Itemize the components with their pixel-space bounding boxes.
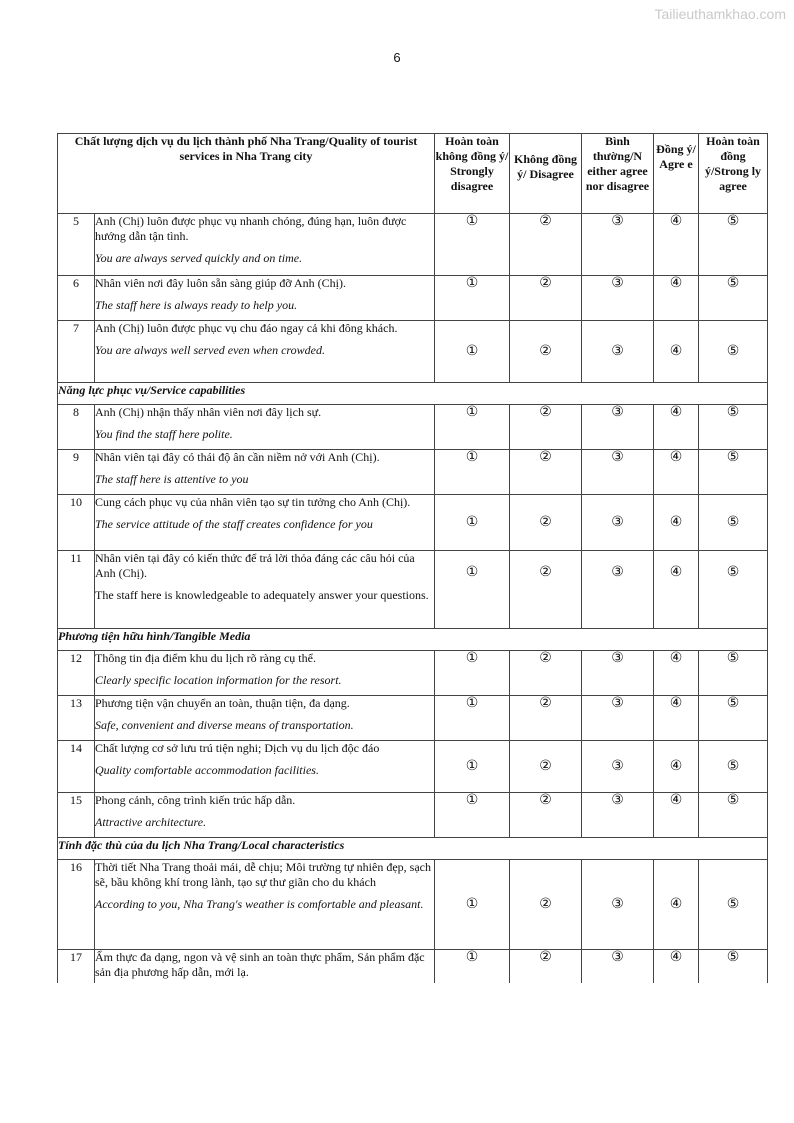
likert-option-3[interactable]: ③: [582, 214, 654, 276]
likert-option-4[interactable]: ④: [654, 551, 699, 629]
statement-vietnamese: Cung cách phục vụ của nhân viên tạo sự tin tưởng cho Anh (Chị).: [95, 495, 411, 509]
likert-option-4[interactable]: ④: [654, 793, 699, 838]
statement-english: You find the staff here polite.: [95, 427, 233, 441]
likert-option-4[interactable]: ④: [654, 860, 699, 950]
likert-option-1[interactable]: ①: [435, 495, 510, 551]
likert-option-4[interactable]: ④: [654, 741, 699, 793]
likert-option-4[interactable]: ④: [654, 321, 699, 383]
statement-english: Clearly specific location information for the resort.: [95, 673, 342, 687]
likert-option-3[interactable]: ③: [582, 405, 654, 450]
question-statement: [95, 741, 435, 793]
statement-english: The staff here is attentive to you: [95, 472, 249, 486]
question-number: 12: [58, 651, 95, 696]
likert-option-2[interactable]: ②: [510, 696, 582, 741]
likert-option-1[interactable]: ①: [435, 551, 510, 629]
question-statement: [95, 651, 435, 696]
likert-option-5[interactable]: ⑤: [699, 276, 768, 321]
section-title: Năng lực phục vụ/Service capabilities: [58, 383, 768, 405]
likert-option-2[interactable]: ②: [510, 450, 582, 495]
likert-option-1[interactable]: ①: [435, 741, 510, 793]
likert-option-5[interactable]: ⑤: [699, 950, 768, 983]
likert-option-3[interactable]: ③: [582, 495, 654, 551]
watermark: Tailieuthamkhao.com: [654, 6, 786, 22]
question-row: [58, 214, 768, 276]
question-number: 13: [58, 696, 95, 741]
statement-english: The service attitude of the staff creates confidence for you: [95, 517, 373, 531]
statement-english: You are always well served even when crowded.: [95, 343, 325, 357]
question-row: [58, 405, 768, 450]
question-row: [58, 651, 768, 696]
page-number: 6: [393, 50, 401, 65]
likert-option-2[interactable]: ②: [510, 495, 582, 551]
likert-option-1[interactable]: ①: [435, 405, 510, 450]
likert-option-5[interactable]: ⑤: [699, 860, 768, 950]
question-row: [58, 793, 768, 838]
statement-vietnamese: Nhân viên nơi đây luôn sẵn sàng giúp đỡ Anh (Chị).: [95, 276, 346, 290]
question-row: [58, 860, 768, 950]
statement-vietnamese: Ẩm thực đa dạng, ngon và vệ sinh an toàn thực phẩm, Sản phẩm đặc sản địa phương hấp dẫn, mới lạ.: [95, 950, 425, 979]
section-title: Phương tiện hữu hình/Tangible Media: [58, 629, 768, 651]
likert-option-2[interactable]: ②: [510, 276, 582, 321]
question-statement: [95, 214, 435, 276]
statement-english: You are always served quickly and on time.: [95, 251, 303, 265]
statement-vietnamese: Anh (Chị) luôn được phục vụ nhanh chóng, đúng hạn, luôn được hướng dẫn tận tình.: [95, 214, 407, 243]
question-statement: [95, 495, 435, 551]
likert-option-2[interactable]: ②: [510, 551, 582, 629]
question-row: [58, 276, 768, 321]
likert-option-2[interactable]: ②: [510, 950, 582, 983]
likert-option-4[interactable]: ④: [654, 696, 699, 741]
question-number: 9: [58, 450, 95, 495]
question-number: 15: [58, 793, 95, 838]
likert-option-3[interactable]: ③: [582, 950, 654, 983]
survey-table: [57, 133, 768, 983]
likert-option-4[interactable]: ④: [654, 651, 699, 696]
statement-english: According to you, Nha Trang's weather is comfortable and pleasant.: [95, 897, 424, 911]
likert-option-2[interactable]: ②: [510, 860, 582, 950]
scale-header-2: Không đồng ý/ Disagree: [510, 134, 582, 214]
likert-option-3[interactable]: ③: [582, 276, 654, 321]
question-row: [58, 741, 768, 793]
question-statement: [95, 405, 435, 450]
likert-option-4[interactable]: ④: [654, 276, 699, 321]
question-statement: [95, 450, 435, 495]
survey-body: [58, 214, 768, 983]
likert-option-4[interactable]: ④: [654, 450, 699, 495]
question-number: 17: [58, 950, 95, 983]
likert-option-5[interactable]: ⑤: [699, 741, 768, 793]
question-statement: [95, 793, 435, 838]
likert-option-4[interactable]: ④: [654, 495, 699, 551]
likert-option-1[interactable]: ①: [435, 651, 510, 696]
question-statement: [95, 551, 435, 629]
question-statement: [95, 276, 435, 321]
likert-option-2[interactable]: ②: [510, 321, 582, 383]
scale-header-1: Hoàn toàn không đồng ý/ Strongly disagree: [435, 134, 510, 214]
likert-option-3[interactable]: ③: [582, 450, 654, 495]
likert-option-4[interactable]: ④: [654, 214, 699, 276]
likert-option-1[interactable]: ①: [435, 321, 510, 383]
question-row: [58, 950, 768, 983]
likert-option-2[interactable]: ②: [510, 793, 582, 838]
likert-option-3[interactable]: ③: [582, 696, 654, 741]
likert-option-4[interactable]: ④: [654, 950, 699, 983]
likert-option-3[interactable]: ③: [582, 651, 654, 696]
scale-header-4: Đồng ý/ Agre e: [654, 134, 699, 214]
section-row: [58, 629, 768, 651]
likert-option-5[interactable]: ⑤: [699, 696, 768, 741]
question-statement: [95, 860, 435, 950]
statement-vietnamese: Anh (Chị) nhận thấy nhân viên nơi đây lịch sự.: [95, 405, 322, 419]
statement-vietnamese: Anh (Chị) luôn được phục vụ chu đáo ngay cả khi đông khách.: [95, 321, 398, 335]
question-row: [58, 321, 768, 383]
likert-option-3[interactable]: ③: [582, 551, 654, 629]
question-row: [58, 495, 768, 551]
question-number: 7: [58, 321, 95, 383]
likert-option-1[interactable]: ①: [435, 860, 510, 950]
likert-option-5[interactable]: ⑤: [699, 651, 768, 696]
likert-option-4[interactable]: ④: [654, 405, 699, 450]
statement-vietnamese: Nhân viên tại đây có thái độ ân cần niềm nở với Anh (Chị).: [95, 450, 380, 464]
likert-option-5[interactable]: ⑤: [699, 793, 768, 838]
likert-option-5[interactable]: ⑤: [699, 405, 768, 450]
likert-option-2[interactable]: ②: [510, 741, 582, 793]
likert-option-5[interactable]: ⑤: [699, 214, 768, 276]
question-number: 5: [58, 214, 95, 276]
statement-english: Safe, convenient and diverse means of transportation.: [95, 718, 354, 732]
statement-english: The staff here is always ready to help you.: [95, 298, 298, 312]
section-row: [58, 838, 768, 860]
question-number: 14: [58, 741, 95, 793]
likert-option-2[interactable]: ②: [510, 651, 582, 696]
likert-option-1[interactable]: ①: [435, 450, 510, 495]
likert-option-3[interactable]: ③: [582, 860, 654, 950]
likert-option-1[interactable]: ①: [435, 276, 510, 321]
likert-option-3[interactable]: ③: [582, 793, 654, 838]
question-number: 8: [58, 405, 95, 450]
question-number: 11: [58, 551, 95, 629]
section-row: [58, 383, 768, 405]
question-row: [58, 696, 768, 741]
statement-vietnamese: Phương tiện vận chuyển an toàn, thuận tiện, đa dạng.: [95, 696, 350, 710]
likert-option-3[interactable]: ③: [582, 741, 654, 793]
statement-vietnamese: Thời tiết Nha Trang thoải mái, dễ chịu; Môi trường tự nhiên đẹp, sạch sẽ, bầu không khí trong lành, tạo sự thư giãn cho du khách: [95, 860, 431, 889]
statement-english: The staff here is knowledgeable to adequately answer your questions.: [95, 588, 429, 602]
statement-english: Attractive architecture.: [95, 815, 207, 829]
likert-option-1[interactable]: ①: [435, 214, 510, 276]
question-row: [58, 551, 768, 629]
scale-header-5: Hoàn toàn đồng ý/Strong ly agree: [699, 134, 768, 214]
statement-vietnamese: Thông tin địa điểm khu du lịch rõ ràng cụ thể.: [95, 651, 316, 665]
likert-option-2[interactable]: ②: [510, 214, 582, 276]
section-title: Tính đặc thù của du lịch Nha Trang/Local characteristics: [58, 838, 768, 860]
question-row: [58, 450, 768, 495]
question-statement: [95, 696, 435, 741]
question-number: 16: [58, 860, 95, 950]
question-statement: [95, 950, 435, 983]
statement-vietnamese: Nhân viên tại đây có kiến thức để trả lời thỏa đáng các câu hỏi của Anh (Chị).: [95, 551, 415, 580]
header-row: [58, 134, 768, 214]
likert-option-2[interactable]: ②: [510, 405, 582, 450]
question-number: 6: [58, 276, 95, 321]
question-number: 10: [58, 495, 95, 551]
scale-header-3: Bình thường/N either agree nor disagree: [582, 134, 654, 214]
likert-option-1[interactable]: ①: [435, 950, 510, 983]
likert-option-5[interactable]: ⑤: [699, 450, 768, 495]
question-statement: [95, 321, 435, 383]
statement-vietnamese: Chất lượng cơ sở lưu trú tiện nghi; Dịch vụ du lịch độc đáo: [95, 741, 380, 755]
statement-vietnamese: Phong cảnh, công trình kiến trúc hấp dẫn.: [95, 793, 296, 807]
likert-option-3[interactable]: ③: [582, 321, 654, 383]
likert-option-1[interactable]: ①: [435, 793, 510, 838]
likert-option-5[interactable]: ⑤: [699, 495, 768, 551]
likert-option-5[interactable]: ⑤: [699, 321, 768, 383]
likert-option-5[interactable]: ⑤: [699, 551, 768, 629]
likert-option-1[interactable]: ①: [435, 696, 510, 741]
statement-english: Quality comfortable accommodation facilities.: [95, 763, 319, 777]
question-header: Chất lượng dịch vụ du lịch thành phố Nha Trang/Quality of tourist services in Nha Trang city: [58, 134, 435, 214]
